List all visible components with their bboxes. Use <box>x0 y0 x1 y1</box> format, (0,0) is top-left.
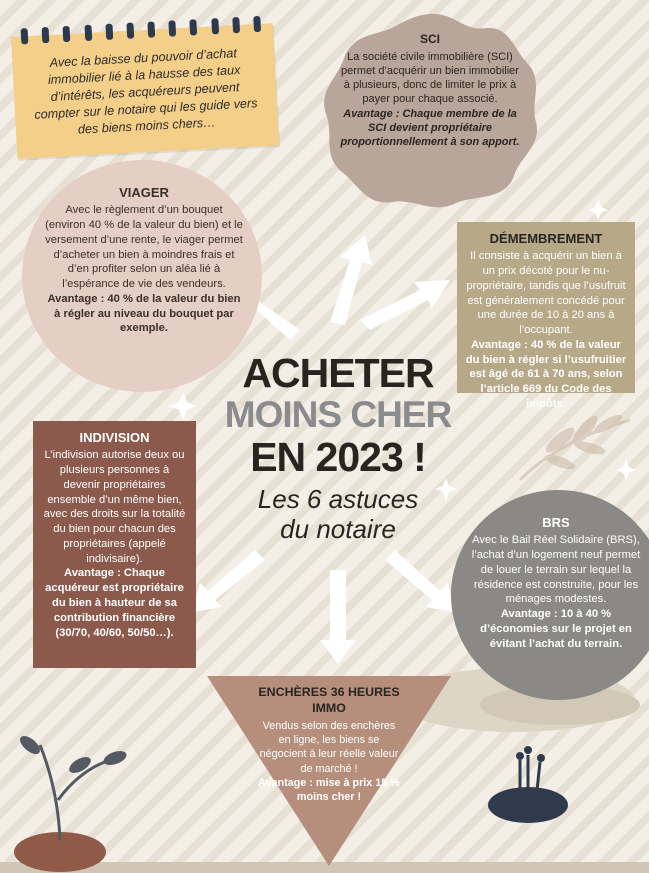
brs-advantage: Avantage : 10 à 40 % d’économies sur le projet en évitant l’achat du terrain. <box>480 608 632 650</box>
demembrement-card <box>457 222 635 410</box>
encheres-card <box>258 684 400 804</box>
intro-text: Avec la baisse du pouvoir d’achat immobilier lié à la hausse des taux d’intérêts, les acquéreurs peuvent compter sur le notaire qui les guide vers des biens moins chers… <box>34 46 258 137</box>
demembrement-advantage: Avantage : 40 % de la valeur du bien à régler si l’usufruitier est âgé de 61 à 70 ans, selon l’article 669 du Code des impôts. <box>465 338 627 410</box>
encheres-heading: ENCHÈRES 36 HEURES IMMO <box>258 685 400 716</box>
sci-body: La société civile immobilière (SCI) permet d’acquérir un bien immobilier à plusieurs, donc de limiter le prix à payer pour chaque associé. <box>341 50 519 106</box>
indivision-card <box>33 421 196 668</box>
viager-heading: VIAGER <box>119 185 169 200</box>
plant-left-icon <box>14 733 128 872</box>
viager-card <box>44 184 244 336</box>
arrow-to-encheres <box>320 570 356 664</box>
brs-heading: BRS <box>542 515 570 530</box>
viager-advantage: Avantage : 40 % de la valeur du bien à régler au niveau du bouquet par exemple. <box>47 292 241 335</box>
sci-card <box>340 32 520 150</box>
indivision-body: L’indivision autorise deux ou plusieurs personnes à devenir propriétaires ensemble d’un même bien, avec des droits sur la totalité du bien pour chacun des propriétaires (appelé indivisaire). <box>43 449 186 565</box>
viager-body: Avec le règlement d’un bouquet (environ 40 % de la valeur du bien) et le versement d’une rente, le viager permet d’acheter un bien à moindres frais et d’en profiter selon un aléa lié à l’espérance de vie des vendeurs. <box>45 204 243 291</box>
subtitle-line-2: du notaire <box>280 513 396 544</box>
indivision-heading: INDIVISION <box>79 430 150 445</box>
demembrement-heading: DÉMEMBREMENT <box>489 231 603 246</box>
encheres-advantage: Avantage : mise à prix 15 % moins cher ! <box>258 776 400 803</box>
brs-card <box>466 514 646 651</box>
main-title <box>200 352 476 545</box>
encheres-body: Vendus selon des enchères en ligne, les biens se négocient à leur réelle valeur de marché ! <box>259 719 399 775</box>
arrow-to-demembrement <box>360 280 450 330</box>
indivision-advantage: Avantage : Chaque acquéreur est propriétaire du bien à hauteur de sa contribution financière (30/70, 40/60, 50/50…). <box>45 567 184 639</box>
sci-heading: SCI <box>419 32 440 46</box>
subtitle <box>200 485 476 545</box>
arrow-to-brs <box>385 550 455 612</box>
title-line-2: MOINS CHER <box>224 394 452 436</box>
arrow-to-indivision <box>192 550 265 612</box>
subtitle-line-1: Les 6 astuces <box>257 483 419 514</box>
demembrement-body: Il consiste à acquérir un bien à un prix décoté pour le nu-propriétaire, tandis que l’usufruit est généralement concédé pour une durée de 10 à 20 ans à l’occupant. <box>466 250 626 337</box>
title-line-3: EN 2023 ! <box>250 433 426 480</box>
intro-notepad <box>11 23 279 159</box>
title-line-1: ACHETER <box>242 350 434 396</box>
arrow-to-sci <box>330 235 372 325</box>
leaf-branch-icon <box>520 412 630 480</box>
sci-advantage: Avantage : Chaque membre de la SCI devient propriétaire proportionnellement à son apport. <box>340 107 520 149</box>
brs-body: Avec le Bail Réel Solidaire (BRS), l’achat d’un logement neuf permet de louer le terrain sur lequel la résidence est construite, pour les ménages modestes. <box>471 534 641 606</box>
plant-right-icon <box>488 746 568 823</box>
